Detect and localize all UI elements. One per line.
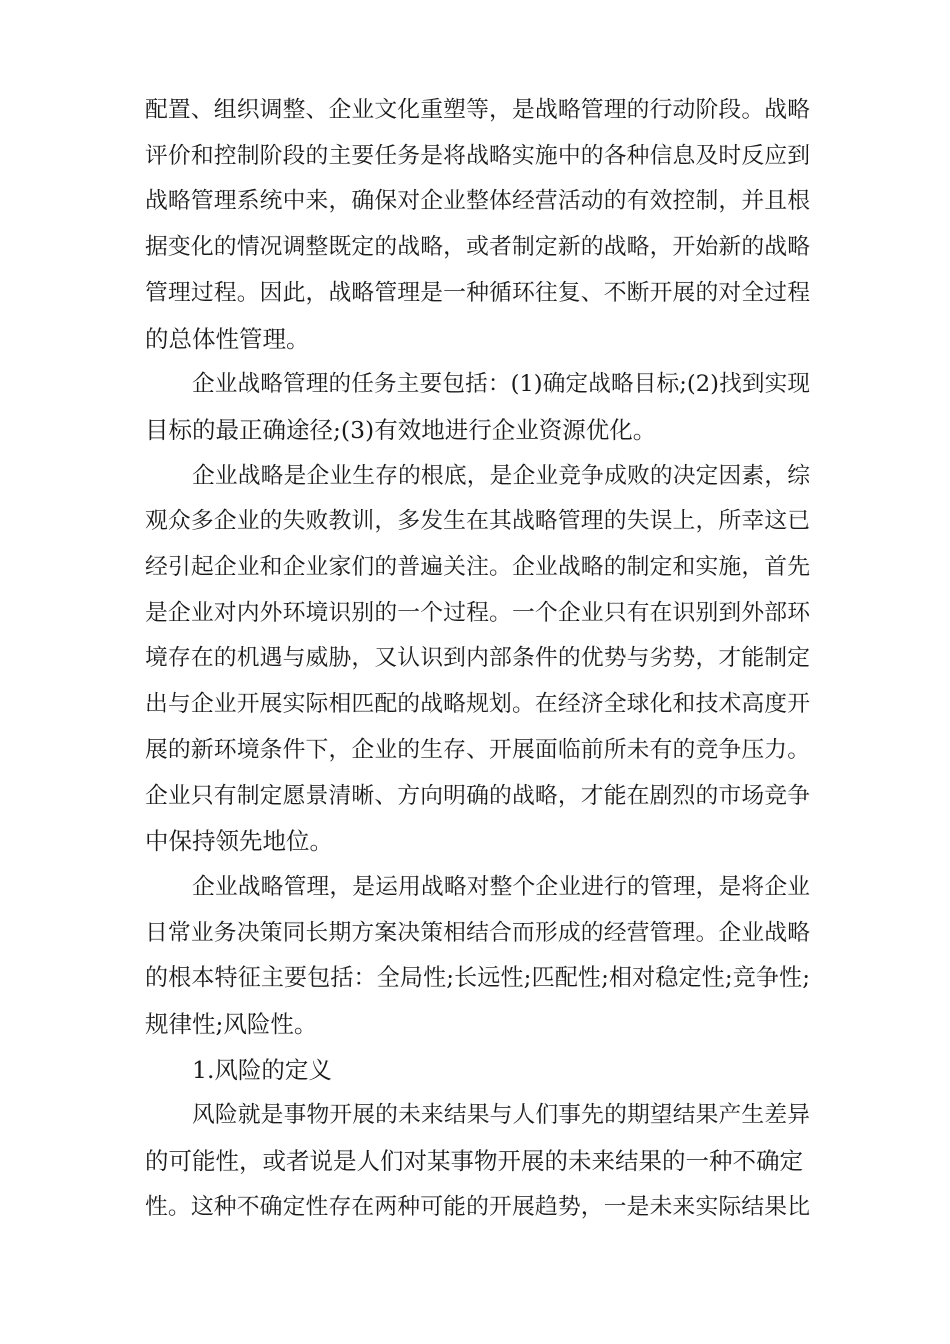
text-line: 企业战略是企业生存的根底，是企业竞争成败的决定因素，综: [192, 462, 810, 489]
text-line: 战略管理系统中来，确保对企业整体经营活动的有效控制，并且根: [145, 188, 810, 215]
heading-line: 1.风险的定义: [192, 1055, 332, 1084]
text-line: 中保持领先地位。: [145, 827, 333, 856]
text-line: 的总体性管理。: [145, 324, 310, 353]
text-line: 配置、组织调整、企业文化重塑等，是战略管理的行动阶段。战略: [145, 97, 810, 123]
text-line: 评价和控制阶段的主要任务是将战略实施中的各种信息及时反应到: [145, 142, 810, 169]
text-line: 境存在的机遇与威胁，又认识到内部条件的优势与劣势，才能制定: [145, 645, 810, 672]
text-line: 的根本特征主要包括：全局性;长远性;匹配性;相对稳定性;竞争性;: [145, 965, 810, 992]
text-line: 出与企业开展实际相匹配的战略规划。在经济全球化和技术高度开: [145, 691, 810, 718]
text-line: 日常业务决策同长期方案决策相结合而形成的经营管理。企业战略: [145, 919, 810, 946]
text-line: 企业战略管理的任务主要包括：(1)确定战略目标;(2)找到实现: [192, 371, 810, 398]
text-line: 规律性;风险性。: [145, 1010, 318, 1039]
text-line: 观众多企业的失败教训，多发生在其战略管理的失误上，所幸这已: [145, 508, 810, 535]
text-line: 目标的最正确途径;(3)有效地进行企业资源优化。: [145, 415, 657, 444]
section-heading-risk-definition: [145, 1048, 810, 1094]
text-line: 是企业对内外环境识别的一个过程。一个企业只有在识别到外部环: [145, 599, 810, 626]
text-line: 风险就是事物开展的未来结果与人们事先的期望结果产生差异: [192, 1102, 810, 1129]
text-line: 管理过程。因此，战略管理是一种循环往复、不断开展的对全过程: [145, 279, 810, 306]
text-line: 企业战略管理，是运用战略对整个企业进行的管理，是将企业: [192, 873, 810, 900]
text-line: 企业只有制定愿景清晰、方向明确的战略，才能在剧烈的市场竞争: [145, 782, 810, 809]
text-line: 经引起企业和企业家们的普遍关注。企业战略的制定和实施，首先: [145, 554, 810, 581]
paragraph-strategy-characteristics: [145, 865, 810, 1048]
paragraph-strategy-foundation: [145, 454, 810, 865]
paragraph-risk-definition: [145, 1093, 810, 1230]
document-body: [145, 88, 810, 1231]
text-line: 展的新环境条件下，企业的生存、开展面临前所未有的竞争压力。: [145, 736, 810, 763]
text-line: 据变化的情况调整既定的战略，或者制定新的战略，开始新的战略: [145, 234, 810, 261]
text-line: 性。这种不确定性存在两种可能的开展趋势，一是未来实际结果比: [145, 1193, 810, 1220]
paragraph-strategy-tasks: [145, 362, 810, 453]
text-line: 的可能性，或者说是人们对某事物开展的未来结果的一种不确定: [145, 1147, 803, 1176]
paragraph-strategy-stages: [145, 88, 810, 362]
